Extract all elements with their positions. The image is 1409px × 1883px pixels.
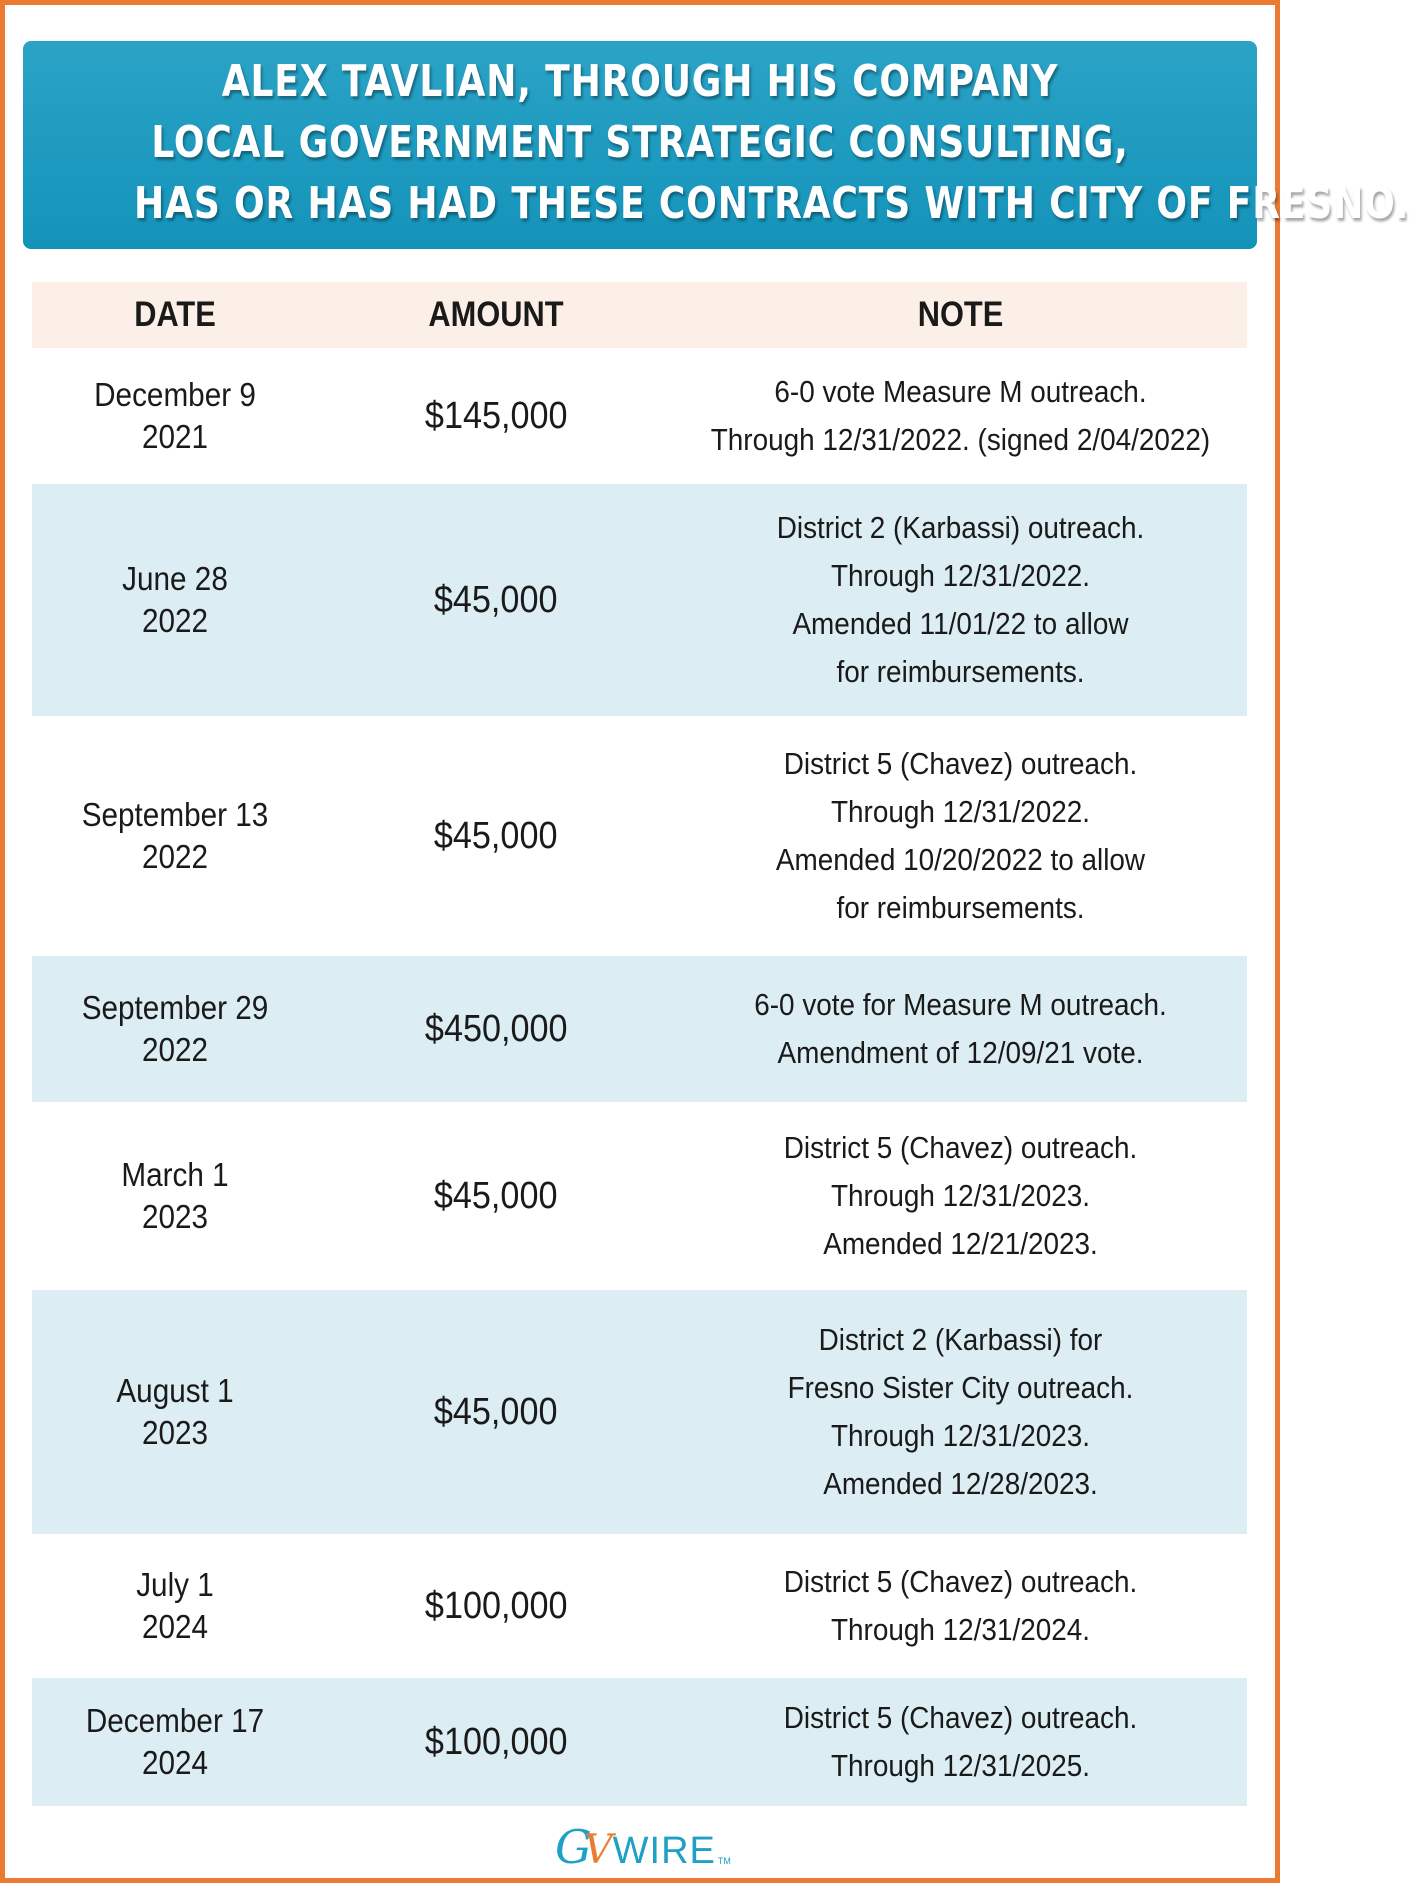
cell-amount xyxy=(318,579,674,622)
cell-note xyxy=(674,1694,1247,1790)
note-line: District 5 (Chavez) outreach. xyxy=(783,1700,1138,1735)
cell-date xyxy=(32,1370,318,1454)
note-line: District 5 (Chavez) outreach. xyxy=(783,746,1138,781)
note-line: Through 12/31/2023. xyxy=(830,1178,1091,1213)
table-row xyxy=(32,956,1247,1102)
note-line: Fresno Sister City outreach. xyxy=(787,1370,1134,1405)
note-line: District 5 (Chavez) outreach. xyxy=(783,1564,1138,1599)
cell-date xyxy=(32,1564,318,1648)
header-date: DATE xyxy=(134,295,216,334)
note-line: District 2 (Karbassi) for xyxy=(818,1322,1103,1357)
cell-amount xyxy=(318,1175,674,1218)
date-line: 2023 xyxy=(141,1198,209,1235)
date-line: 2022 xyxy=(141,838,209,875)
cell-date xyxy=(32,794,318,878)
contracts-table xyxy=(32,282,1247,1806)
amount-value: $100,000 xyxy=(424,1584,568,1627)
table-body xyxy=(32,348,1247,1806)
table-header xyxy=(32,282,1247,348)
date-line: 2023 xyxy=(141,1414,209,1451)
cell-amount xyxy=(318,395,674,438)
note-line: Through 12/31/2025. xyxy=(830,1748,1091,1783)
cell-amount xyxy=(318,1391,674,1434)
cell-date xyxy=(32,1154,318,1238)
title-line: ALEX TAVLIAN, THROUGH HIS COMPANY xyxy=(221,56,1059,107)
note-line: Amended 12/21/2023. xyxy=(823,1226,1098,1261)
cell-amount xyxy=(318,815,674,858)
cell-note xyxy=(674,1124,1247,1268)
date-line: 2024 xyxy=(141,1608,209,1645)
amount-value: $45,000 xyxy=(434,1174,558,1217)
table-row xyxy=(32,1534,1247,1678)
amount-value: $450,000 xyxy=(424,1007,568,1050)
cell-date xyxy=(32,987,318,1071)
logo-g: G xyxy=(555,1820,592,1874)
amount-value: $100,000 xyxy=(424,1720,568,1763)
date-line: 2022 xyxy=(141,1031,209,1068)
title-line: HAS OR HAS HAD THESE CONTRACTS WITH CITY OF FRESNO. xyxy=(134,178,1409,229)
header-amount: AMOUNT xyxy=(428,295,564,334)
note-line: Amended 11/01/22 to allow xyxy=(792,606,1129,641)
cell-amount xyxy=(318,1721,674,1764)
amount-value: $45,000 xyxy=(434,578,558,621)
date-line: September 13 xyxy=(81,796,269,833)
cell-note xyxy=(674,368,1247,464)
cell-note xyxy=(674,981,1247,1077)
amount-value: $45,000 xyxy=(434,1390,558,1433)
logo-tm: TM xyxy=(717,1856,731,1866)
note-line: 6-0 vote Measure M outreach. xyxy=(774,374,1147,409)
cell-note xyxy=(674,1316,1247,1508)
amount-value: $45,000 xyxy=(434,814,558,857)
date-line: March 1 xyxy=(121,1156,229,1193)
date-line: August 1 xyxy=(116,1372,234,1409)
logo-wire: WIRE xyxy=(612,1830,716,1872)
title-line: LOCAL GOVERNMENT STRATEGIC CONSULTING, xyxy=(151,117,1129,168)
cell-amount xyxy=(318,1008,674,1051)
date-line: 2022 xyxy=(141,602,209,639)
table-row xyxy=(32,1678,1247,1806)
note-line: 6-0 vote for Measure M outreach. xyxy=(754,987,1167,1022)
table-row xyxy=(32,1102,1247,1290)
note-line: District 2 (Karbassi) outreach. xyxy=(776,510,1145,545)
note-line: for reimbursements. xyxy=(836,890,1085,925)
cell-amount xyxy=(318,1585,674,1628)
cell-date xyxy=(32,558,318,642)
logo-v: V xyxy=(583,1827,613,1873)
note-line: Through 12/31/2022. xyxy=(830,794,1091,829)
note-line: Through 12/31/2022. xyxy=(830,558,1091,593)
cell-note xyxy=(674,1558,1247,1654)
table-row xyxy=(32,484,1247,716)
note-line: for reimbursements. xyxy=(836,654,1085,689)
gvwire-logo xyxy=(555,1820,731,1874)
date-line: September 29 xyxy=(81,989,269,1026)
table-row xyxy=(32,1290,1247,1534)
cell-date xyxy=(32,1700,318,1784)
date-line: December 9 xyxy=(94,376,256,413)
cell-note xyxy=(674,740,1247,932)
note-line: Through 12/31/2022. (signed 2/04/2022) xyxy=(710,422,1211,457)
cell-note xyxy=(674,504,1247,696)
note-line: District 5 (Chavez) outreach. xyxy=(783,1130,1138,1165)
date-line: 2024 xyxy=(141,1744,209,1781)
note-line: Amended 10/20/2022 to allow xyxy=(775,842,1146,877)
cell-date xyxy=(32,374,318,458)
note-line: Through 12/31/2024. xyxy=(830,1612,1091,1647)
table-row xyxy=(32,716,1247,956)
header-note: NOTE xyxy=(917,295,1004,334)
table-row xyxy=(32,348,1247,484)
title-banner xyxy=(23,41,1409,249)
note-line: Through 12/31/2023. xyxy=(830,1418,1091,1453)
date-line: July 1 xyxy=(136,1566,214,1603)
date-line: June 28 xyxy=(122,560,228,597)
date-line: December 17 xyxy=(85,1702,265,1739)
note-line: Amendment of 12/09/21 vote. xyxy=(777,1035,1144,1070)
amount-value: $145,000 xyxy=(424,394,568,437)
date-line: 2021 xyxy=(141,418,209,455)
note-line: Amended 12/28/2023. xyxy=(823,1466,1098,1501)
